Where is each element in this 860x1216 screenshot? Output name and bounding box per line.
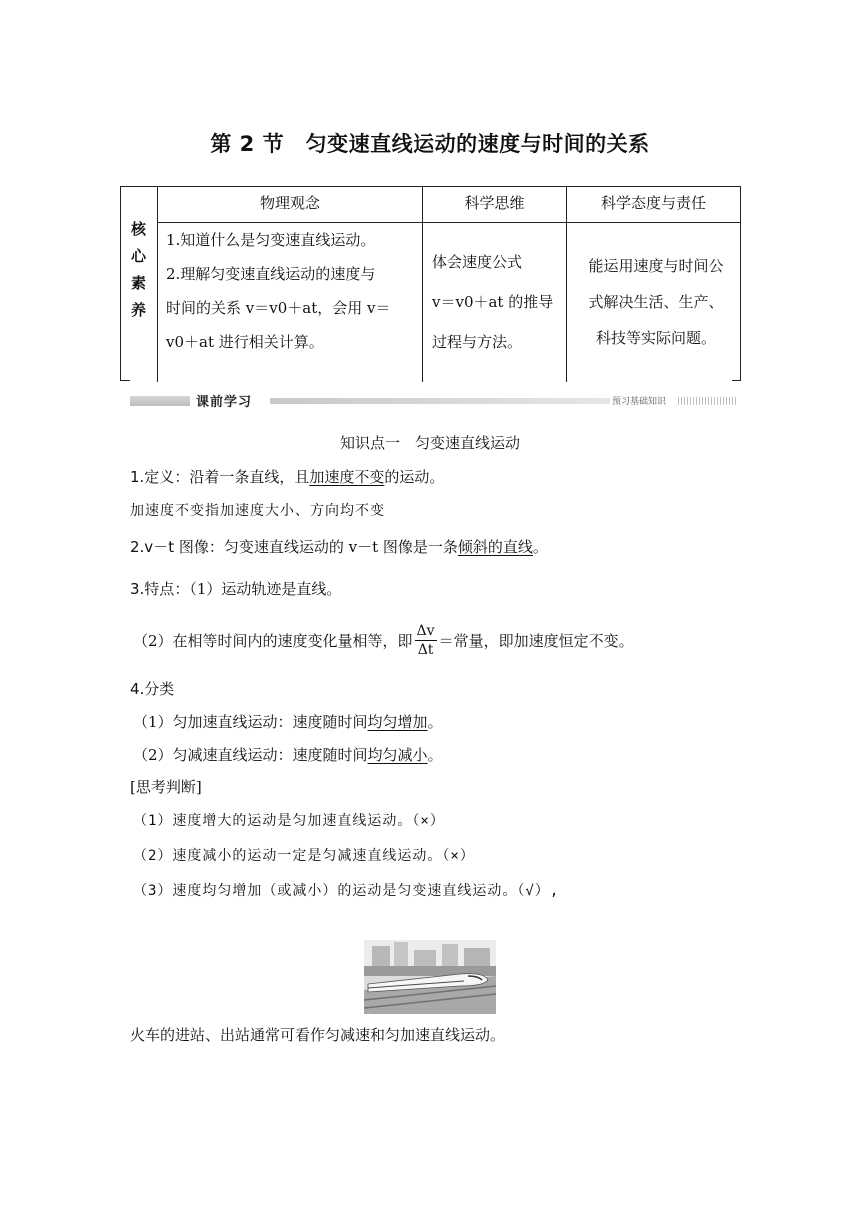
handwritten-note: 加速度不变指加速度大小、方向均不变: [130, 503, 385, 519]
judge-heading: [思考判断]: [130, 778, 202, 796]
judge-item: （3）速度均匀增加（或减小）的运动是匀变速直线运动。（√）,: [133, 883, 560, 899]
header-thinking: 科学思维: [464, 194, 525, 212]
section-right-label: 预习基础知识: [612, 397, 667, 407]
attitude-line: 科技等实际问题。: [595, 329, 716, 347]
feature-text-2: （2）在相等时间内的速度变化量相等，即: [133, 631, 413, 650]
photo-caption: 火车的进站、出站通常可看作匀减速和匀加速直线运动。: [130, 1026, 506, 1044]
page-title: 第 2 节 匀变速直线运动的速度与时间的关系: [210, 132, 650, 156]
class-1-answer: 均匀增加: [367, 713, 428, 731]
knowledge-point-heading: 知识点一 匀变速直线运动: [339, 434, 520, 452]
physics-line: 2.理解匀变速直线运动的速度与: [166, 265, 376, 283]
feature-text-1: ：（1）运动轨迹是直线。: [174, 580, 342, 598]
definition-line: [130, 466, 444, 487]
fraction-numerator: Δv: [416, 622, 435, 639]
section-label: 课前学习: [196, 395, 253, 410]
side-char: 心: [130, 247, 146, 265]
section-bar: [130, 394, 738, 408]
side-char: 养: [130, 301, 146, 319]
feature-text-2-end: ＝常量，即加速度恒定不变。: [438, 631, 634, 650]
fraction-denominator: Δt: [417, 641, 434, 658]
class-1-end: 。: [427, 713, 443, 731]
physics-content: [166, 223, 420, 359]
train-image-icon: [364, 940, 496, 1014]
class-2-end: 。: [427, 746, 443, 764]
definition-label: 1.定义: [130, 468, 175, 486]
judge-item: （1）速度增大的运动是匀加速直线运动。（×）: [133, 813, 445, 829]
thinking-content: [432, 242, 566, 362]
physics-line: 时间的关系 v＝v0＋at，会用 v＝: [166, 299, 391, 317]
vt-label: 2.v－t 图像: [130, 538, 209, 556]
physics-line: 1.知道什么是匀变速直线运动。: [166, 231, 376, 249]
class-2-answer: 均匀减小: [367, 746, 428, 764]
thinking-line: v＝v0＋at 的推导: [432, 293, 554, 311]
feature-label: 3.特点: [130, 580, 175, 598]
definition-text: ：沿着一条直线，且: [174, 468, 310, 486]
train-photo: [364, 940, 496, 1014]
core-literacy-table: [120, 186, 741, 382]
judge-item: （2）速度减小的运动一定是匀减速直线运动。（×）: [133, 848, 475, 864]
header-physics: 物理观念: [259, 194, 320, 212]
attitude-content: [572, 248, 740, 356]
vt-end: 。: [532, 538, 548, 556]
vt-text: ：匀变速直线运动的 v－t 图像是一条: [208, 538, 458, 556]
feature-line-1: [130, 578, 341, 599]
side-char: 核: [130, 220, 146, 238]
attitude-line: 能运用速度与时间公: [588, 257, 724, 275]
feature-line-2: [133, 616, 634, 664]
vt-graph-line: [130, 536, 548, 557]
definition-end: 的运动。: [384, 468, 445, 486]
attitude-line: 式解决生活、生产、: [588, 293, 724, 311]
class-2-text: （2）匀减速直线运动：速度随时间: [133, 746, 368, 764]
class-accelerate: [133, 711, 443, 732]
vt-answer: 倾斜的直线: [457, 538, 533, 556]
side-char: 素: [130, 274, 146, 292]
thinking-line: 过程与方法。: [432, 333, 523, 351]
class-decelerate: [133, 744, 443, 765]
header-attitude: 科学态度与责任: [600, 194, 706, 212]
delta-fraction: [415, 622, 437, 659]
classification-label: 4.分类: [130, 680, 175, 698]
definition-answer: 加速度不变: [309, 468, 385, 486]
physics-line: v0＋at 进行相关计算。: [166, 333, 324, 351]
class-1-text: （1）匀加速直线运动：速度随时间: [133, 713, 368, 731]
thinking-line: 体会速度公式: [432, 253, 523, 271]
core-literacy-label: [120, 216, 157, 324]
